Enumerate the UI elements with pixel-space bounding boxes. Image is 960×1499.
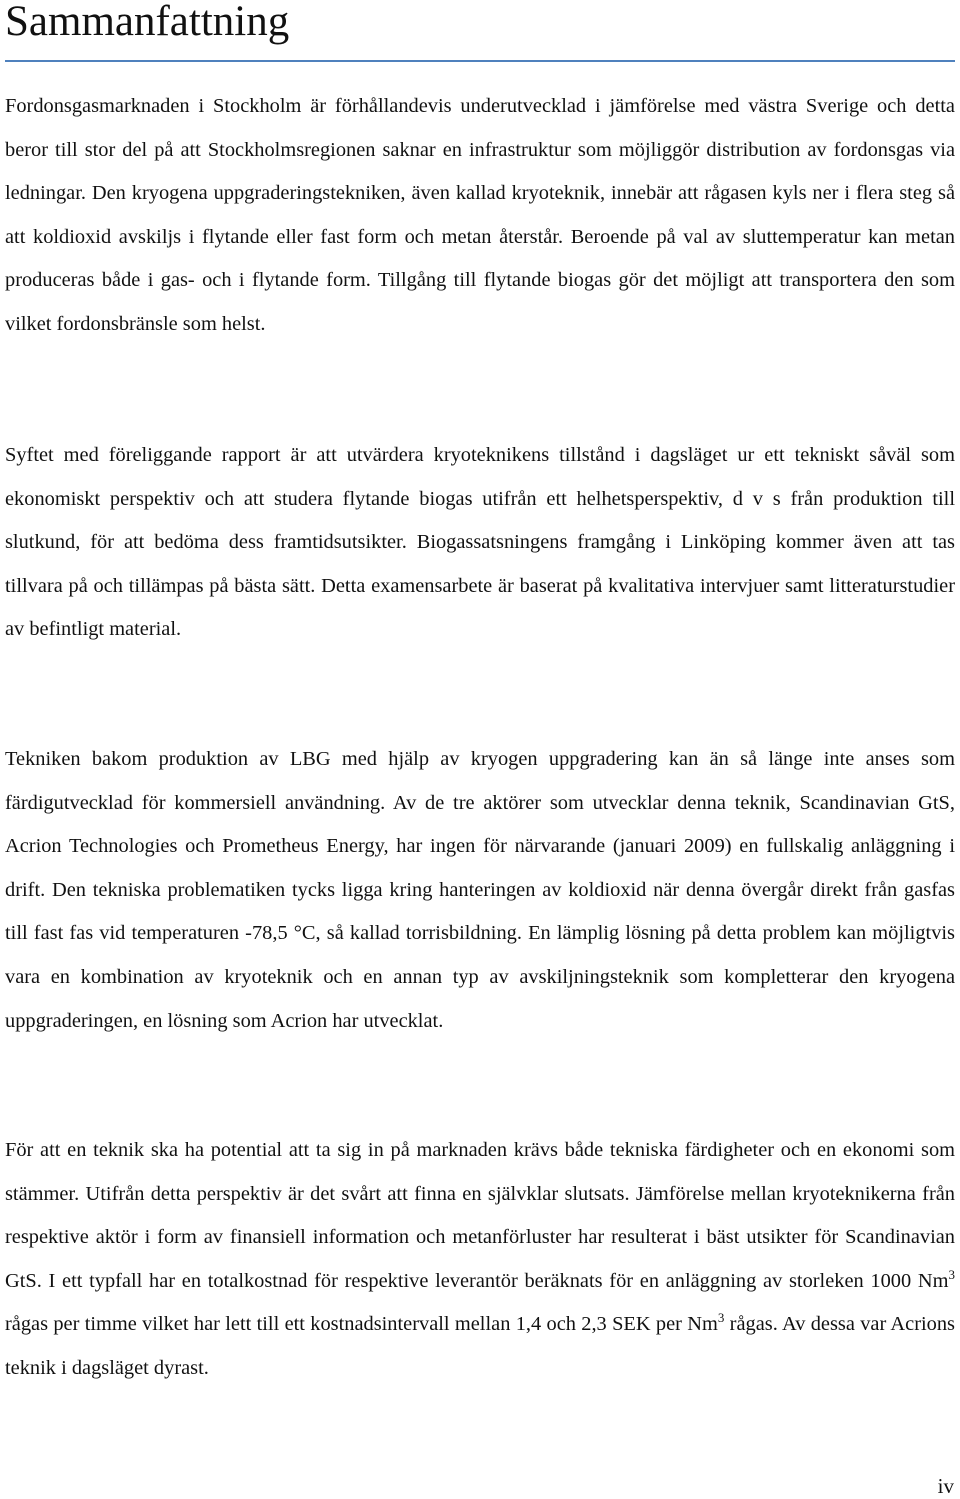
paragraph-4-text-c: rågas. Av dessa var Acrions teknik i dagsläget dyrast. [5,1313,955,1379]
superscript-cubic-1: 3 [948,1266,955,1282]
paragraph-4-text-a: För att en teknik ska ha potential att ta sig in på marknaden krävs både tekniska färdigheter och en ekonomi som stämmer. Utifrån detta perspektiv är det svårt att finna en självklar slutsats. Jämförelse mellan kryoteknikerna från respektive aktör i form av finansiell information och metanförluster har resulterat i bäst utsikter för Scandinavian GtS. I ett typfall har en totalkostnad för respektive leverantör beräknats för en anläggning av storleken 1000 Nm [5,1139,955,1292]
page-number: iv [937,1474,954,1498]
title-underline [5,60,955,62]
paragraph-1: Fordonsgasmarknaden i Stockholm är förhållandevis underutvecklad i jämförelse med västra Sverige och detta beror till stor del på att Stockholmsregionen saknar en infrastruktur som möjliggör distribution av fordonsgas via ledningar. Den kryogena uppgraderingstekniken, även kallad kryoteknik, innebär att rågasen kyls ner i flera steg så att koldioxid avskiljs i flytande eller fast form och metan återstår. Beroende på val av sluttemperatur kan metan produceras både i gas- och i flytande form. Tillgång till flytande biogas gör det möjligt att transportera den som vilket fordonsbränsle som helst. [5,95,955,335]
page-title: Sammanfattning [5,0,290,45]
paragraph-3: Tekniken bakom produktion av LBG med hjälp av kryogen uppgradering kan än så länge inte anses som färdigutvecklad för kommersiell användning. Av de tre aktörer som utvecklar denna teknik, Scandinavian GtS, Acrion Technologies och Prometheus Energy, har ingen för närvarande (januari 2009) en fullskalig anläggning i drift. Den tekniska problematiken tycks ligga kring hanteringen av koldioxid när denna övergår direkt från gasfas till fast fas vid temperaturen -78,5 °C, så kallad torrisbildning. En lämplig lösning på detta problem kan möjligtvis vara en kombination av kryoteknik och en annan typ av avskiljningsteknik som kompletterar den kryogena uppgraderingen, en lösning som Acrion har utvecklat. [5,748,955,1032]
paragraph-4-text-b: rågas per timme vilket har lett till ett kostnadsintervall mellan 1,4 och 2,3 SEK per Nm [5,1313,718,1336]
paragraph-2: Syftet med föreliggande rapport är att utvärdera kryoteknikens tillstånd i dagsläget ur ett tekniskt såväl som ekonomiskt perspektiv och att studera flytande biogas utifrån ett helhetsperspektiv, d v s från produktion till slutkund, för att bedöma dess framtidsutsikter. Biogassatsningens framgång i Linköping kommer även att tas tillvara på och tillämpas på bästa sätt. Detta examensarbete är baserat på kvalitativa intervjuer samt litteraturstudier av befintligt material. [5,444,955,641]
superscript-cubic-2: 3 [717,1310,725,1326]
paragraph-4 [5,1129,955,1391]
